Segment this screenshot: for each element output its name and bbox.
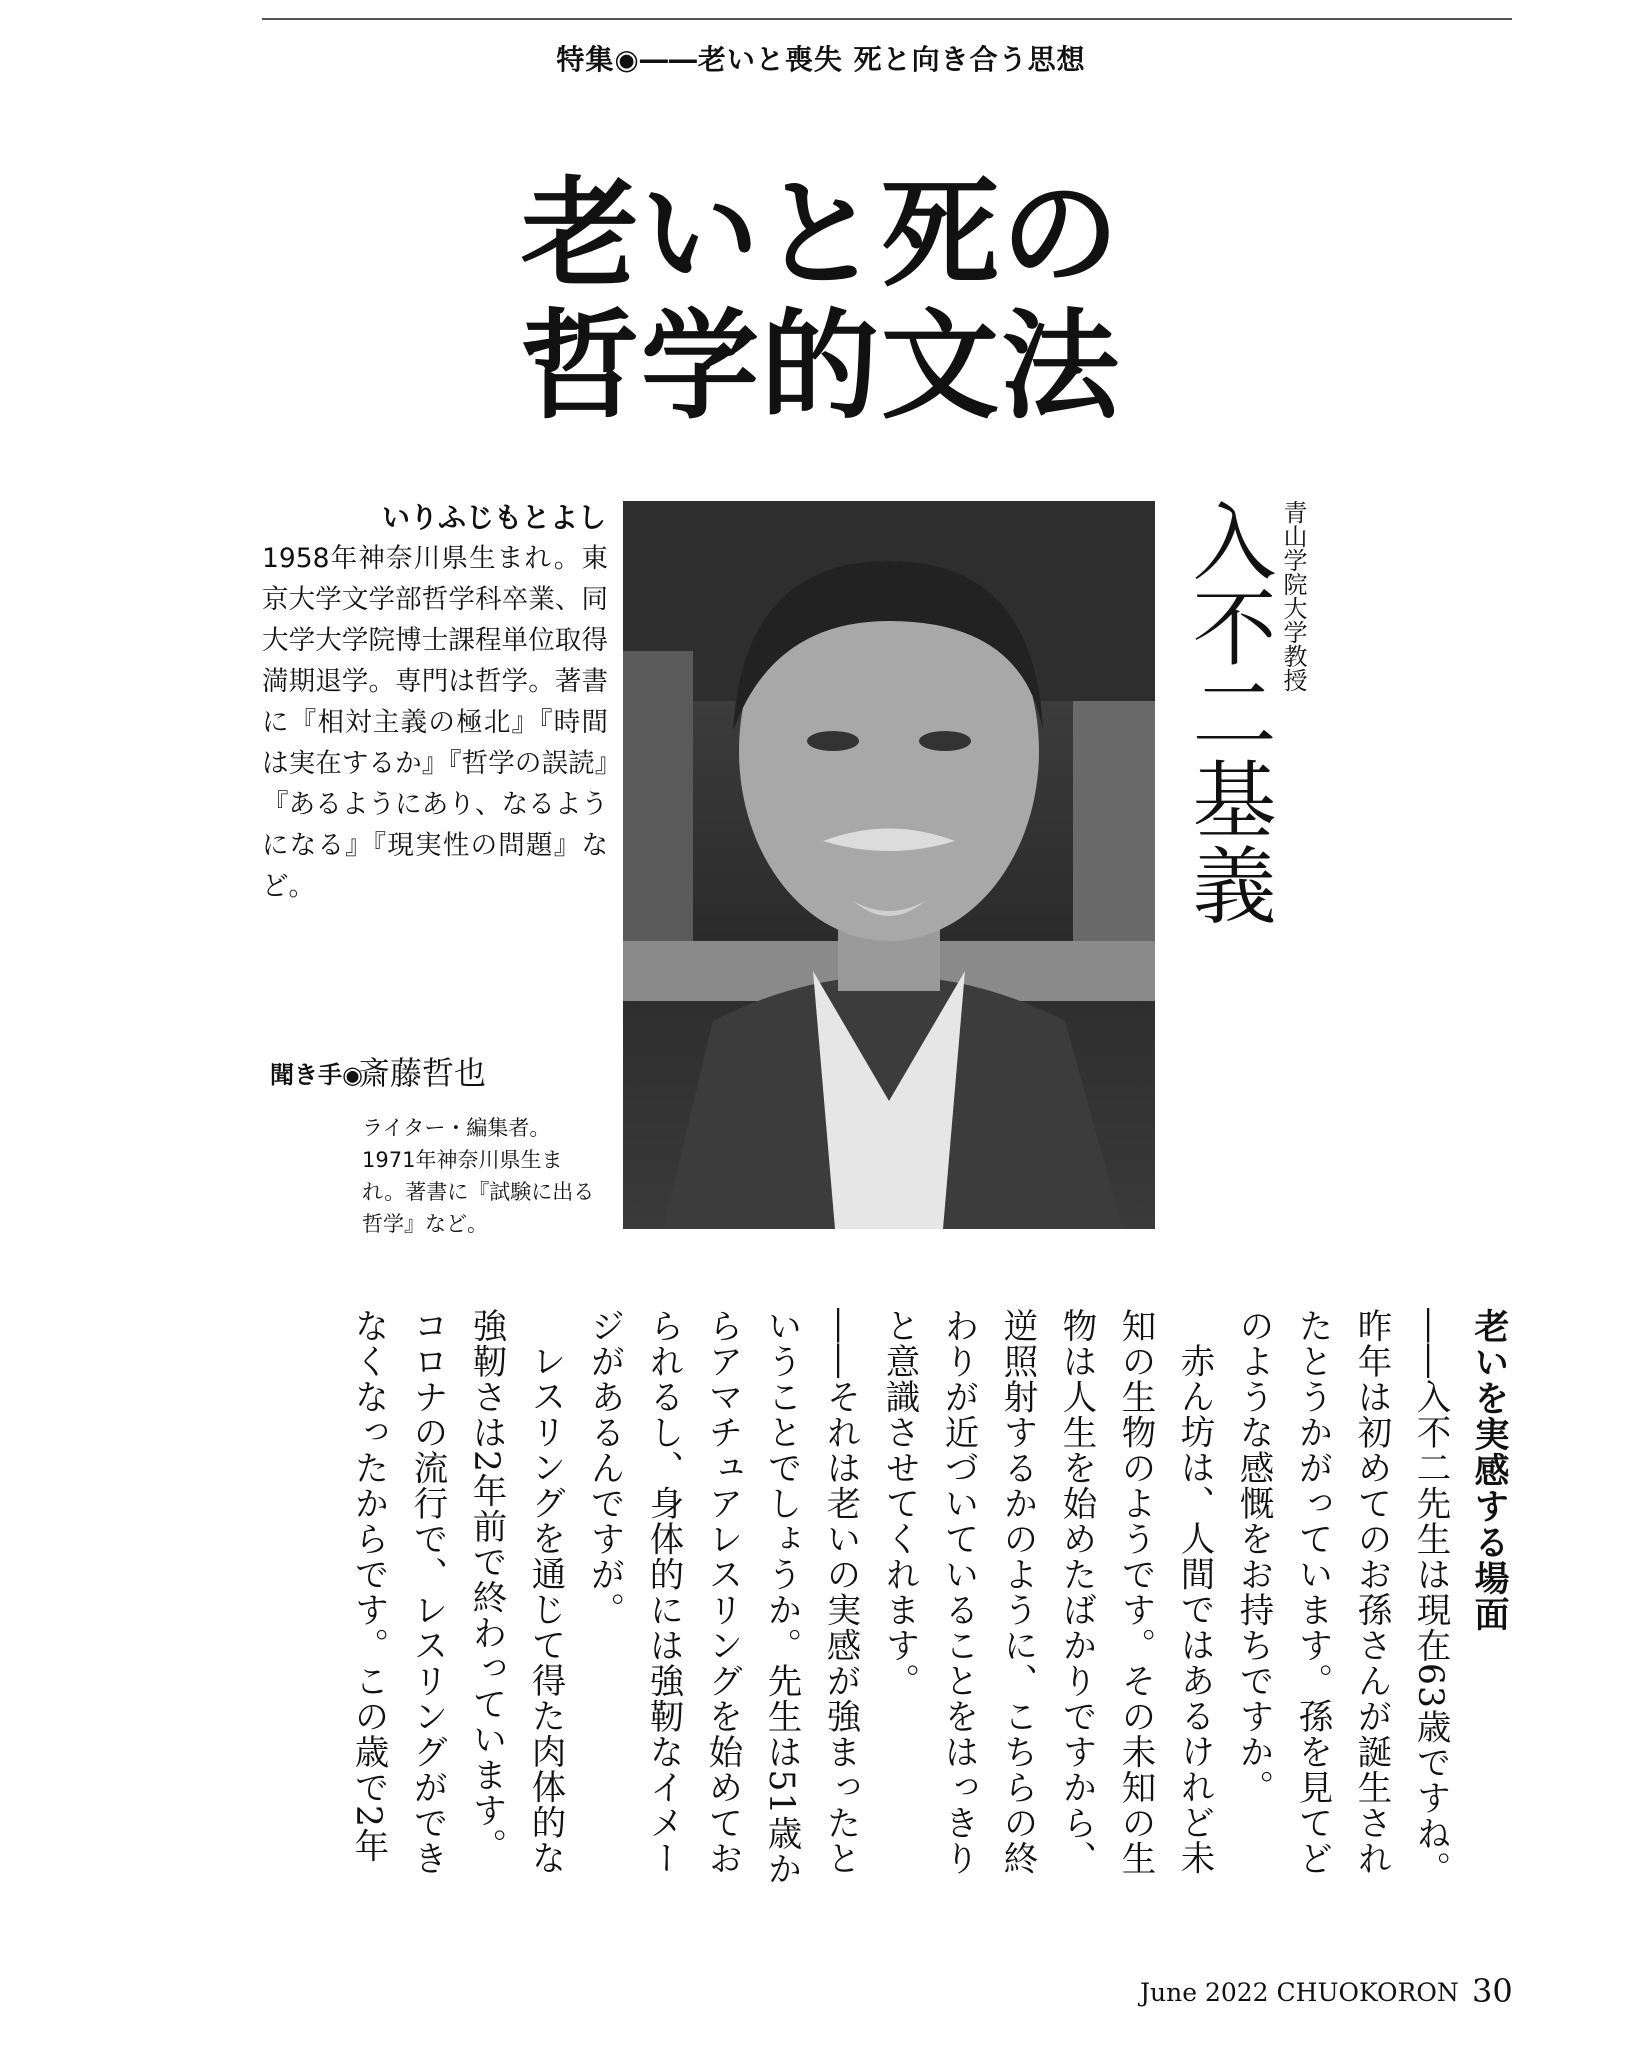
author-photo (623, 501, 1155, 1229)
author-photo-illustration (623, 501, 1155, 1229)
author-reading: いりふじもとよし (381, 501, 606, 534)
body-paragraph: 赤ん坊は、人間ではあるけれど未知の生物のようです。その未知の生物は人生を始めたばかりですから、逆照射するかのように、こちらの終わりが近づいていることをはっきりと意識させてくれます。 (879, 1308, 1214, 1876)
author-affiliation: 青山学院大学教授 (1279, 500, 1307, 692)
article-title-line2: 哲学的文法 (520, 297, 1121, 435)
section-heading: 老いを実感する場面 (1469, 1308, 1509, 1632)
interviewer-title: 聞き手◉ (270, 1061, 363, 1089)
article-title-line1: 老いと死の (520, 165, 1121, 303)
top-rule (262, 18, 1512, 20)
article-body (338, 1308, 1518, 1888)
body-paragraph: ――それは老いの実感が強まったということでしょうか。先生は51歳からアマチュアレスリングを始めておられるし、身体的には強靭なイメージがあるんですが。 (584, 1308, 860, 1887)
issue-label: June 2022 CHUOKORON (1140, 1978, 1459, 2007)
feature-kicker: 特集◉――老いと喪失 死と向き合う思想 (556, 43, 1086, 76)
author-name: 入不二基義 (1179, 498, 1277, 928)
body-paragraph: レスリングを通じて得た肉体的な強靭さは2年前で終わっています。コロナの流行で、レスリングができなくなったからです。この歳で2年 (348, 1308, 565, 1876)
page-number: 30 (1472, 1972, 1513, 2010)
article-title (0, 165, 1642, 435)
interviewer-profile: ライター・編集者。1971年神奈川県生まれ。著書に『試験に出る哲学』など。 (362, 1116, 595, 1236)
body-paragraph: ――入不二先生は現在63歳ですね。昨年は初めてのお孫さんが誕生されたとうかがっています。孫を見てどのような感慨をお持ちですか。 (1233, 1308, 1450, 1887)
author-bio: 1958年神奈川県生まれ。東京大学文学部哲学科卒業、同大学大学院博士課程単位取得満期退学。専門は哲学。著書に『相対主義の極北』『時間は実在するか』『哲学の誤読』『あるようにあり、なるようになる』『現実性の問題』など。 (262, 543, 608, 902)
interviewer-name: 斎藤哲也 (358, 1054, 487, 1092)
